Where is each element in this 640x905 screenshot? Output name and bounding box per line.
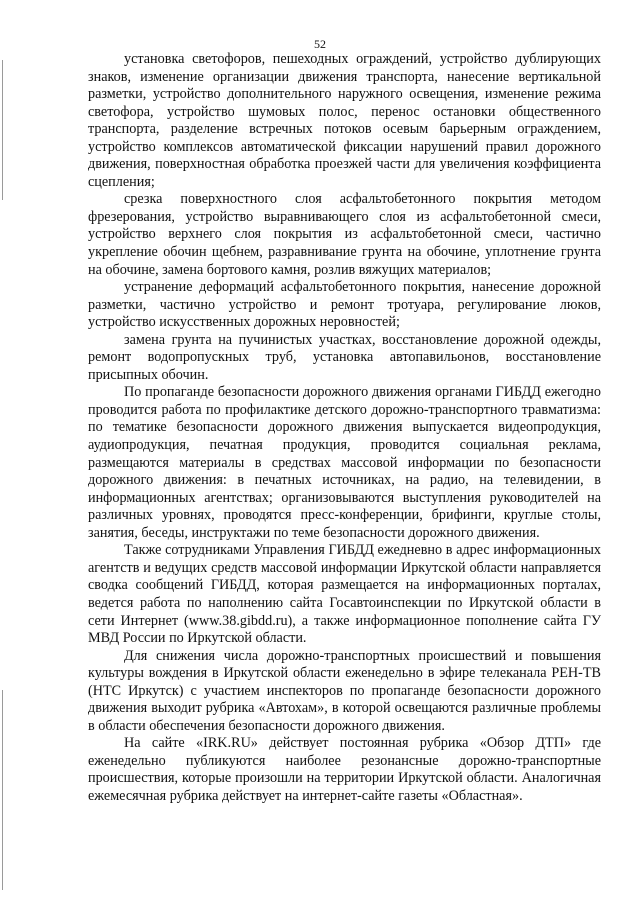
paragraph: замена грунта на пучинистых участках, восстановление дорожной одежды, ремонт водопропускных труб, установка автопавильонов, восстановление присыпных обочин. — [88, 331, 601, 383]
document-body — [88, 51, 601, 806]
paragraph: На сайте «IRK.RU» действует постоянная рубрика «Обзор ДТП» где еженедельно публикуются наиболее резонансные дорожно-транспортные происшествия, которые произошли на территории Иркутской области. Аналогичная ежемесячная рубрика действует на интернет-сайте газеты «Областная». — [88, 735, 601, 804]
scan-margin-line — [2, 690, 3, 890]
paragraph: установка светофоров, пешеходных ограждений, устройство дублирующих знаков, изменение организации движения транспорта, нанесение вертикальной разметки, устройство дополнительного наружного освещения, изменение режима светофора, устройство шумовых полос, перенос остановки общественного транспорта, разделение встречных потоков осевым барьерным ограждением, устройство комплексов автоматической фиксации нарушений правил дорожного движения, поверхностная обработка проезжей части для увеличения коэффициента сцепления; — [88, 51, 601, 190]
page-number: 52 — [314, 37, 326, 51]
scan-margin-line — [2, 60, 3, 200]
paragraph: срезка поверхностного слоя асфальтобетонного покрытия методом фрезерования, устройство выравнивающего слоя из асфальтобетонной смеси, устройство верхнего слоя покрытия из асфальтобетонной смеси, частично укрепление обочин щебнем, разравнивание грунта на обочине, уплотнение грунта на обочине, замена бортового камня, розлив вяжущих материалов; — [88, 191, 601, 278]
paragraph: устранение деформаций асфальтобетонного покрытия, нанесение дорожной разметки, частично устройство и ремонт тротуара, регулирование люков, устройство искусственных дорожных неровностей; — [88, 279, 601, 331]
paragraph: Также сотрудниками Управления ГИБДД ежедневно в адрес информационных агентств и ведущих средств массовой информации Иркутской области направляется сводка сообщений ГИБДД, которая размещается на информационных порталах, ведется работа по наполнению сайта Госавтоинспекции по Иркутской области в сети Интернет (www.38.gibdd.ru), а также информационное пополнение сайта ГУ МВД России по Иркутской области. — [88, 542, 601, 647]
paragraph: Для снижения числа дорожно-транспортных происшествий и повышения культуры вождения в Иркутской области еженедельно в эфире телеканала РЕН-ТВ (НТС Иркутск) с участием инспекторов по пропаганде безопасности дорожного движения выходит рубрика «Автохам», в которой освещаются различные проблемы в области обеспечения безопасности дорожного движения. — [88, 647, 601, 734]
paragraph: По пропаганде безопасности дорожного движения органами ГИБДД ежегодно проводится работа по профилактике детского дорожно-транспортного травматизма: по тематике безопасности дорожного движения выпускается видеопродукция, аудиопродукция, печатная продукция, проводится социальная реклама, размещаются материалы в средствах массовой информации по безопасности дорожного движения: в печатных источниках, на радио, на телевидении, в информационных агентствах; организовываются выступления руководителей на различных уровнях, проводятся пресс-конференции, брифинги, круглые столы, занятия, беседы, инструктажи по теме безопасности дорожного движения. — [88, 384, 601, 541]
